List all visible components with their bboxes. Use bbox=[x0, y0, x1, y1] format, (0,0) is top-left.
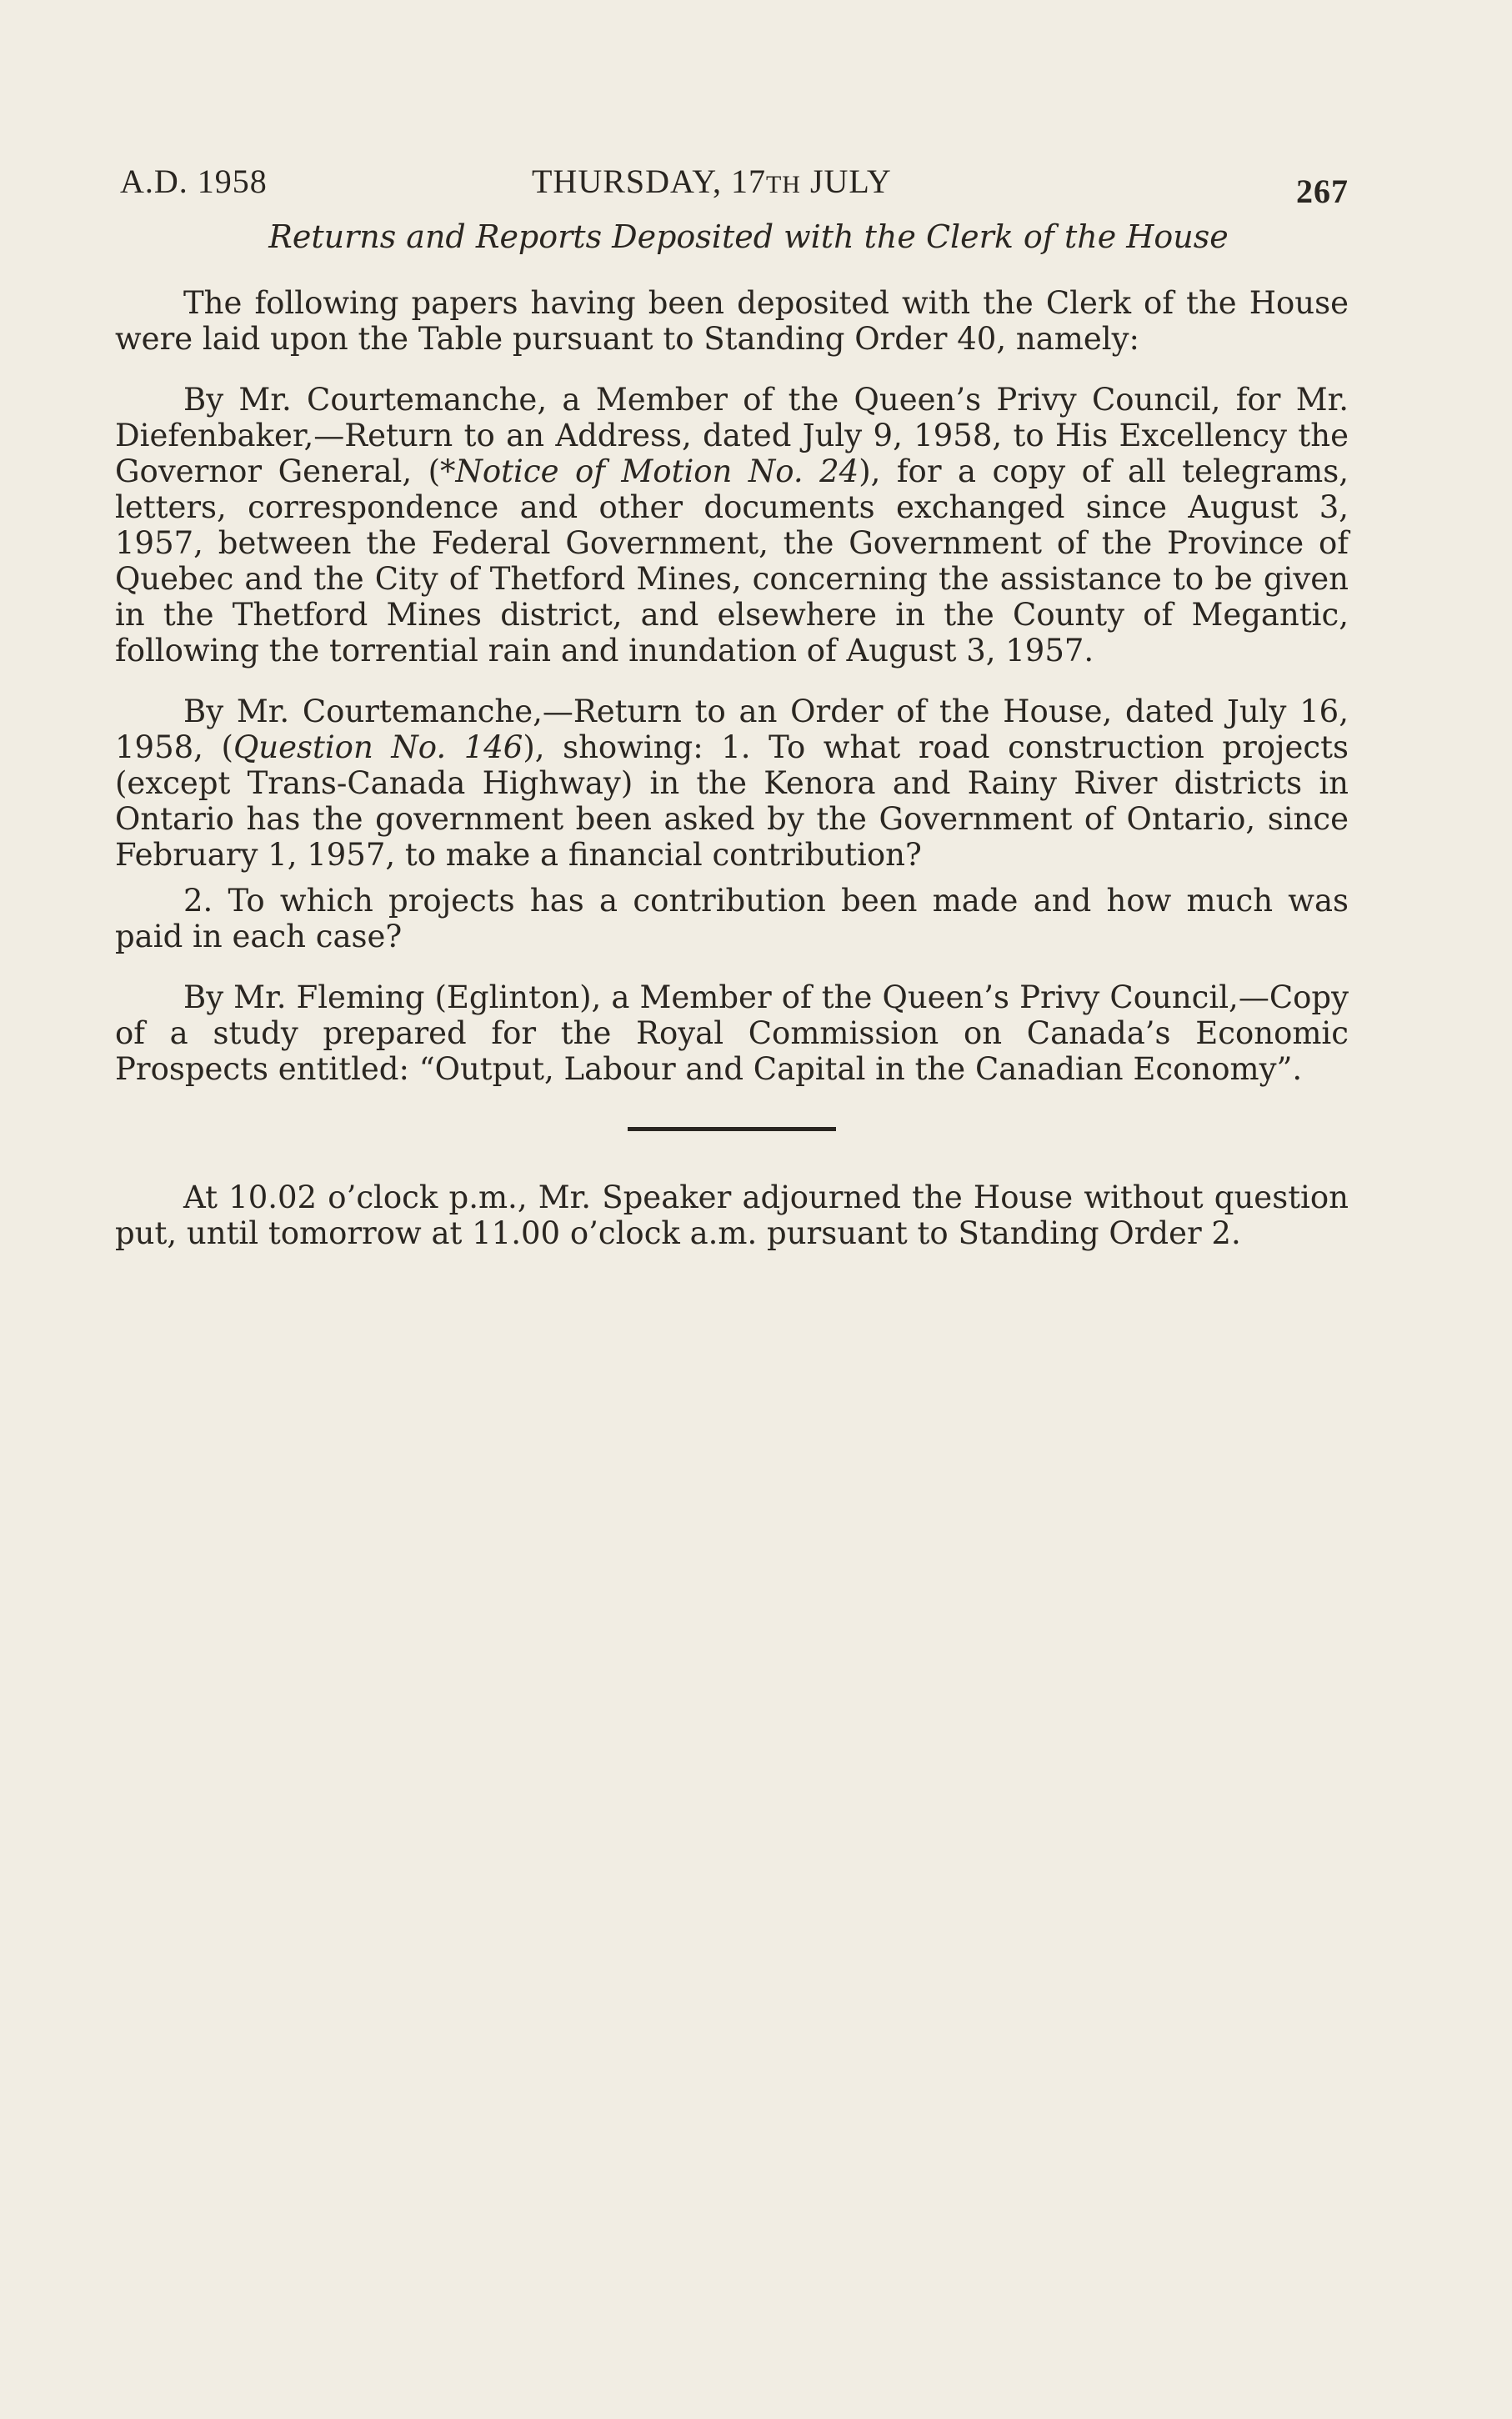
section-title: Returns and Reports Deposited with the Clerk of the House bbox=[268, 218, 1229, 255]
year-label: A.D. 1958 bbox=[120, 163, 268, 200]
return-item-1: By Mr. Courtemanche, a Member of the Queen’s Privy Council, for Mr. Diefenbaker,—Return to an Address, dated July 9, 1958, to His Excellency the Governor General, (*Notice of Motion No. 24), for a copy of all telegrams, letters, correspondence and other documents exchanged since August 3, 1957, between the Federal Government, the Government of the Province of Quebec and the City of Thetford Mines, concerning the assistance to be given in the Thetford Mines district, and elsewhere in the County of Megantic, following the torrential rain and inundation of August 3, 1957. bbox=[115, 382, 1349, 669]
return-item-2-part-2: 2. To which projects has a contribution been made and how much was paid in each case? bbox=[115, 883, 1349, 954]
return-item-3: By Mr. Fleming (Eglinton), a Member of the Queen’s Privy Council,—Copy of a study prepared for the Royal Commission on Canada’s Economic Prospects entitled: “Output, Labour and Capital in the Canadian Economy”. bbox=[115, 979, 1349, 1087]
date-label: THURSDAY, 17TH JULY bbox=[532, 163, 892, 200]
page-number: 267 bbox=[1296, 173, 1349, 210]
intro-paragraph: The following papers having been deposited with the Clerk of the House were laid upon the Table pursuant to Standing Order 40, namely: bbox=[115, 285, 1349, 357]
journal-page bbox=[115, 150, 1349, 1276]
running-header bbox=[115, 150, 1349, 210]
return-item-2: By Mr. Courtemanche,—Return to an Order of the House, dated July 16, 1958, (Question No. 146), showing: 1. To what road construction projects (except Trans-Canada Highway) in the Kenora and Rainy River districts in Ontario has the government been asked by the Government of Ontario, since February 1, 1957, to make a financial contribution? bbox=[115, 694, 1349, 873]
adjournment-paragraph: At 10.02 o’clock p.m., Mr. Speaker adjourned the House without question put, until tomorrow at 11.00 o’clock a.m. pursuant to Standing Order 2. bbox=[115, 1179, 1349, 1251]
section-divider bbox=[628, 1127, 836, 1131]
